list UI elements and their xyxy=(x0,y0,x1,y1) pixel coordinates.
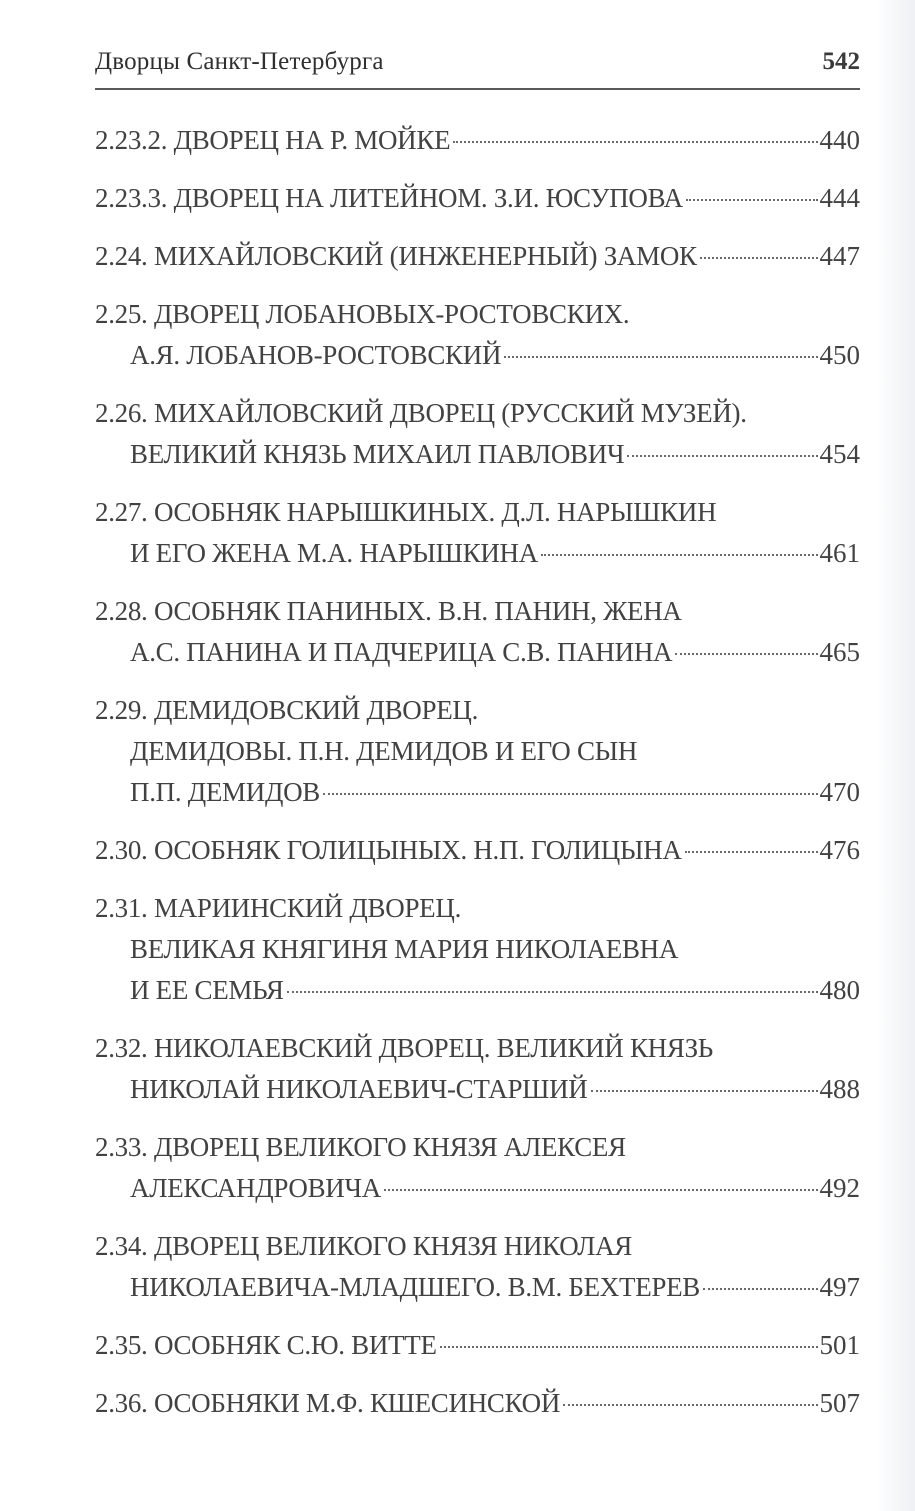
dot-leader xyxy=(686,199,818,201)
dot-leader xyxy=(287,991,818,993)
toc-entry-title-line xyxy=(95,1226,860,1267)
toc-entry-text: НИКОЛАЙ НИКОЛАЕВИЧ-СТАРШИЙ xyxy=(130,1074,588,1104)
dot-leader xyxy=(700,257,818,259)
toc-entry-continuation-line xyxy=(95,335,860,376)
dot-leader xyxy=(591,1090,818,1092)
toc-entry-text: ДЕМИДОВЫ. П.Н. ДЕМИДОВ И ЕГО СЫН xyxy=(130,736,638,766)
toc-entry[interactable] xyxy=(95,393,860,475)
toc-entry-text: 2.24. МИХАЙЛОВСКИЙ (ИНЖЕНЕРНЫЙ) ЗАМОК xyxy=(95,241,697,271)
toc-entry-text: 2.35. ОСОБНЯК С.Ю. ВИТТЕ xyxy=(95,1330,437,1360)
toc-entry-text: 2.34. ДВОРЕЦ ВЕЛИКОГО КНЯЗЯ НИКОЛАЯ xyxy=(95,1231,632,1261)
dot-leader xyxy=(453,141,817,143)
toc-entry[interactable] xyxy=(95,690,860,813)
toc-page-number[interactable]: 454 xyxy=(819,439,860,469)
toc-entry[interactable] xyxy=(95,120,860,161)
toc-entry-continuation-line xyxy=(95,434,860,475)
toc-entry-title-line xyxy=(95,830,860,871)
toc-entry-title-line xyxy=(95,1127,860,1168)
toc-entry-text: 2.23.3. ДВОРЕЦ НА ЛИТЕЙНОМ. З.И. ЮСУПОВА xyxy=(95,183,683,213)
dot-leader xyxy=(675,653,817,655)
toc-entry-text: 2.25. ДВОРЕЦ ЛОБАНОВЫХ-РОСТОВСКИХ. xyxy=(95,299,630,329)
toc-page-number[interactable]: 447 xyxy=(819,241,860,271)
dot-leader xyxy=(703,1288,817,1290)
toc-entry-text: ВЕЛИКИЙ КНЯЗЬ МИХАИЛ ПАВЛОВИЧ xyxy=(130,439,625,469)
toc-entry-continuation-line xyxy=(95,1069,860,1110)
toc-page-number[interactable]: 480 xyxy=(819,975,860,1005)
toc-page-number[interactable]: 488 xyxy=(819,1074,860,1104)
toc-entry-continuation-line xyxy=(95,533,860,574)
toc-entry-text: И ЕЕ СЕМЬЯ xyxy=(130,975,284,1005)
dot-leader xyxy=(323,793,818,795)
table-of-contents xyxy=(95,120,860,1441)
running-header xyxy=(95,48,860,84)
toc-entry-title-line xyxy=(95,1383,860,1424)
toc-entry-text: 2.26. МИХАЙЛОВСКИЙ ДВОРЕЦ (РУССКИЙ МУЗЕЙ). xyxy=(95,398,747,428)
toc-entry-text: 2.28. ОСОБНЯК ПАНИНЫХ. В.Н. ПАНИН, ЖЕНА xyxy=(95,596,682,626)
toc-entry-title-line xyxy=(95,888,860,929)
toc-page-number[interactable]: 492 xyxy=(819,1173,860,1203)
toc-entry-title-line xyxy=(95,393,860,434)
toc-entry-text: А.Я. ЛОБАНОВ-РОСТОВСКИЙ xyxy=(130,340,502,370)
toc-page-number[interactable]: 461 xyxy=(819,538,860,568)
toc-entry-text: 2.32. НИКОЛАЕВСКИЙ ДВОРЕЦ. ВЕЛИКИЙ КНЯЗЬ xyxy=(95,1033,714,1063)
toc-page-number[interactable]: 507 xyxy=(819,1388,860,1418)
dot-leader xyxy=(627,455,817,457)
toc-entry-continuation-line xyxy=(95,970,860,1011)
toc-entry[interactable] xyxy=(95,492,860,574)
toc-entry-continuation-line xyxy=(95,731,860,772)
toc-entry-title-line xyxy=(95,236,860,277)
book-title: Дворцы Санкт-Петербурга xyxy=(95,48,384,75)
toc-entry-continuation-line xyxy=(95,772,860,813)
toc-page-number[interactable]: 465 xyxy=(819,637,860,667)
toc-page-number[interactable]: 476 xyxy=(819,835,860,865)
toc-entry-text: 2.30. ОСОБНЯК ГОЛИЦЫНЫХ. Н.П. ГОЛИЦЫНА xyxy=(95,835,682,865)
dot-leader xyxy=(384,1189,818,1191)
toc-entry[interactable] xyxy=(95,1127,860,1209)
toc-entry[interactable] xyxy=(95,294,860,376)
toc-entry-text: ВЕЛИКАЯ КНЯГИНЯ МАРИЯ НИКОЛАЕВНА xyxy=(130,934,679,964)
dot-leader xyxy=(504,356,817,358)
toc-entry[interactable] xyxy=(95,591,860,673)
toc-entry-continuation-line xyxy=(95,632,860,673)
page-edge-shadow xyxy=(875,0,915,1511)
toc-entry[interactable] xyxy=(95,1226,860,1308)
toc-entry-title-line xyxy=(95,1028,860,1069)
toc-entry-continuation-line xyxy=(95,929,860,970)
toc-entry[interactable] xyxy=(95,830,860,871)
toc-entry-text: 2.36. ОСОБНЯКИ М.Ф. КШЕСИНСКОЙ xyxy=(95,1388,561,1418)
dot-leader xyxy=(563,1404,817,1406)
toc-page-number[interactable]: 444 xyxy=(819,183,860,213)
toc-entry-text: А.С. ПАНИНА И ПАДЧЕРИЦА С.В. ПАНИНА xyxy=(130,637,673,667)
toc-entry-text: НИКОЛАЕВИЧА-МЛАДШЕГО. В.М. БЕХТЕРЕВ xyxy=(130,1272,701,1302)
toc-entry-continuation-line xyxy=(95,1168,860,1209)
toc-entry-text: 2.23.2. ДВОРЕЦ НА Р. МОЙКЕ xyxy=(95,125,451,155)
toc-entry-text: 2.27. ОСОБНЯК НАРЫШКИНЫХ. Д.Л. НАРЫШКИН xyxy=(95,497,717,527)
dot-leader xyxy=(440,1346,818,1348)
page-number: 542 xyxy=(822,48,860,75)
toc-entry[interactable] xyxy=(95,178,860,219)
toc-entry-text: АЛЕКСАНДРОВИЧА xyxy=(130,1173,381,1203)
toc-entry[interactable] xyxy=(95,1028,860,1110)
toc-entry-title-line xyxy=(95,294,860,335)
toc-entry-continuation-line xyxy=(95,1267,860,1308)
toc-entry-text: И ЕГО ЖЕНА М.А. НАРЫШКИНА xyxy=(130,538,538,568)
toc-page-number[interactable]: 470 xyxy=(819,777,860,807)
toc-entry-title-line xyxy=(95,120,860,161)
toc-entry[interactable] xyxy=(95,1325,860,1366)
toc-entry-text: П.П. ДЕМИДОВ xyxy=(130,777,320,807)
toc-entry-title-line xyxy=(95,178,860,219)
toc-page-number[interactable]: 501 xyxy=(819,1330,860,1360)
toc-entry-title-line xyxy=(95,690,860,731)
toc-page-number[interactable]: 497 xyxy=(819,1272,860,1302)
toc-entry[interactable] xyxy=(95,236,860,277)
toc-page-number[interactable]: 450 xyxy=(819,340,860,370)
toc-entry[interactable] xyxy=(95,888,860,1011)
dot-leader xyxy=(685,851,818,853)
toc-entry-text: 2.31. МАРИИНСКИЙ ДВОРЕЦ. xyxy=(95,893,462,923)
toc-page-number[interactable]: 440 xyxy=(819,125,860,155)
toc-entry-title-line xyxy=(95,1325,860,1366)
dot-leader xyxy=(541,554,818,556)
toc-entry-title-line xyxy=(95,591,860,632)
toc-entry-title-line xyxy=(95,492,860,533)
header-divider xyxy=(95,88,860,90)
toc-entry[interactable] xyxy=(95,1383,860,1424)
toc-entry-text: 2.29. ДЕМИДОВСКИЙ ДВОРЕЦ. xyxy=(95,695,479,725)
toc-entry-text: 2.33. ДВОРЕЦ ВЕЛИКОГО КНЯЗЯ АЛЕКСЕЯ xyxy=(95,1132,626,1162)
